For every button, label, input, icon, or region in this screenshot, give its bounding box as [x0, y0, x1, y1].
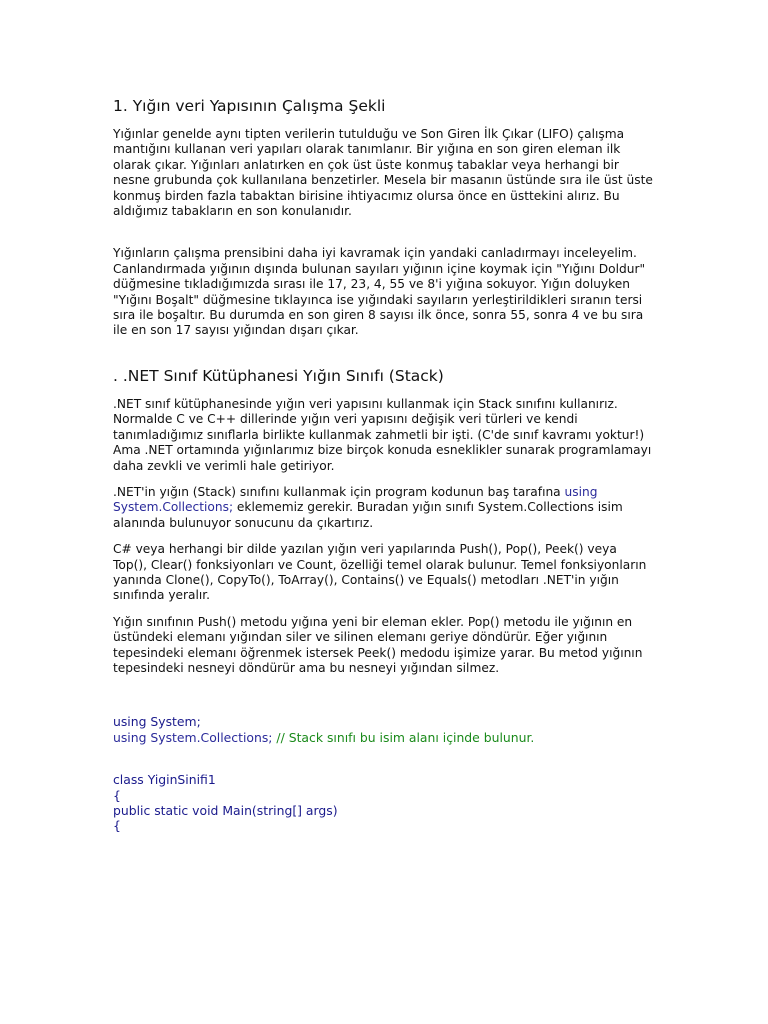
section-heading-2: . .NET Sınıf Kütüphanesi Yığın Sınıfı (Stack) [113, 366, 444, 385]
paragraph-using-text-b: eklememiz gerekir. Buradan yığın sınıfı System.Collections isim alanında bulunuyor sonucunu da çıkartırız. [113, 500, 623, 530]
paragraph-using-collections [113, 485, 653, 531]
code-line-open-brace-1: { [113, 787, 121, 803]
section-heading-1: 1. Yığın veri Yapısının Çalışma Şekli [113, 97, 386, 115]
code-line-using-system: using System; [113, 714, 201, 730]
code-line-class: class YiginSinifi1 [113, 772, 216, 788]
code-using-collections: using System.Collections; [113, 729, 273, 745]
code-line-open-brace-2: { [113, 818, 121, 834]
code-comment: // Stack sınıfı bu isim alanı içinde bulunur. [272, 729, 535, 745]
code-line-using-collections [113, 730, 653, 745]
paragraph-animation: Yığınların çalışma prensibini daha iyi kavramak için yandaki canladırmayı inceleyelim. Canlandırmada yığının dışında bulunan sayıları yığının içine koymak için "Yığını Doldur" düğmesine tıkladığımızda sırası ile 17, 23, 4, 55 ve 8'i yığına sokuyor. Yığın doluyken "Yığını Boşalt" düğmesine tıklayınca ise yığındaki sayıların yerleştirildikleri sıranın tersi sıra ile boşaltır. Bu durumda en son giren 8 sayısı ilk önce, sonra 55, sonra 4 ve bu sıra ile en son 17 sayısı yığından dışarı çıkar. [113, 246, 646, 338]
inline-code-using: using System.Collections; [113, 484, 598, 515]
paragraph-lifo-intro: Yığınlar genelde aynı tipten verilerin tutulduğu ve Son Giren İlk Çıkar (LIFO) çalışma mantığını kullanan veri yapıları olarak tanımlanır. Bir yığına en son giren eleman ilk olarak çıkar. Yığınları anlatırken en çok üst üste konmuş tabaklar veya herhangi bir nesne grubunda çok kullanılana benzetirler. Mesela bir masanın üstünde sıra ile üst üste konmuş birden fazla tabaktan birisine ihtiyacımız olursa önce en üsttekini alırız. Bu aldığımız tabakların en son konulanıdır. [113, 127, 653, 219]
code-line-main: public static void Main(string[] args) [113, 803, 338, 818]
paragraph-methods: C# veya herhangi bir dilde yazılan yığın veri yapılarında Push(), Pop(), Peek() veya Top(), Clear() fonksiyonları ve Count, özelliği temel olarak bulunur. Temel fonksiyonların yanında Clone(), CopyTo(), ToArray(), Contains() ve Equals() metodları .NET'in yığın sınıfında yeralır. [113, 542, 647, 603]
paragraph-using-text-a: .NET'in yığın (Stack) sınıfını kullanmak için program kodunun baş tarafına [113, 484, 561, 499]
code-spacer [113, 745, 653, 772]
paragraph-push-pop: Yığın sınıfının Push() metodu yığına yeni bir eleman ekler. Pop() metodu ile yığının en üstündeki elemanı yığından siler ve silinen elemanı geriye döndürür. Eğer yığının tepesindeki elemanı öğrenmek istersek Peek() medodu işimize yarar. Bu metod yığının tepesindeki nesneyi döndürür ama bu nesneyi yığından silmez. [113, 614, 643, 675]
code-block [113, 714, 653, 833]
paragraph-net-stack: .NET sınıf kütüphanesinde yığın veri yapısını kullanmak için Stack sınıfını kullanırız. Normalde C ve C++ dillerinde yığın veri yapısını değişik veri türleri ve kendi tanımladığımız sınıflarla birlikte kullanmak zahmetli bir işti. (C'de sınıf kavramı yoktur!) Ama .NET ortamında yığınlarımız bize birçok konuda esneklikler sunarak programlamayı daha zevkli ve verimli hale getiriyor. [113, 396, 652, 473]
document-page [113, 96, 653, 834]
